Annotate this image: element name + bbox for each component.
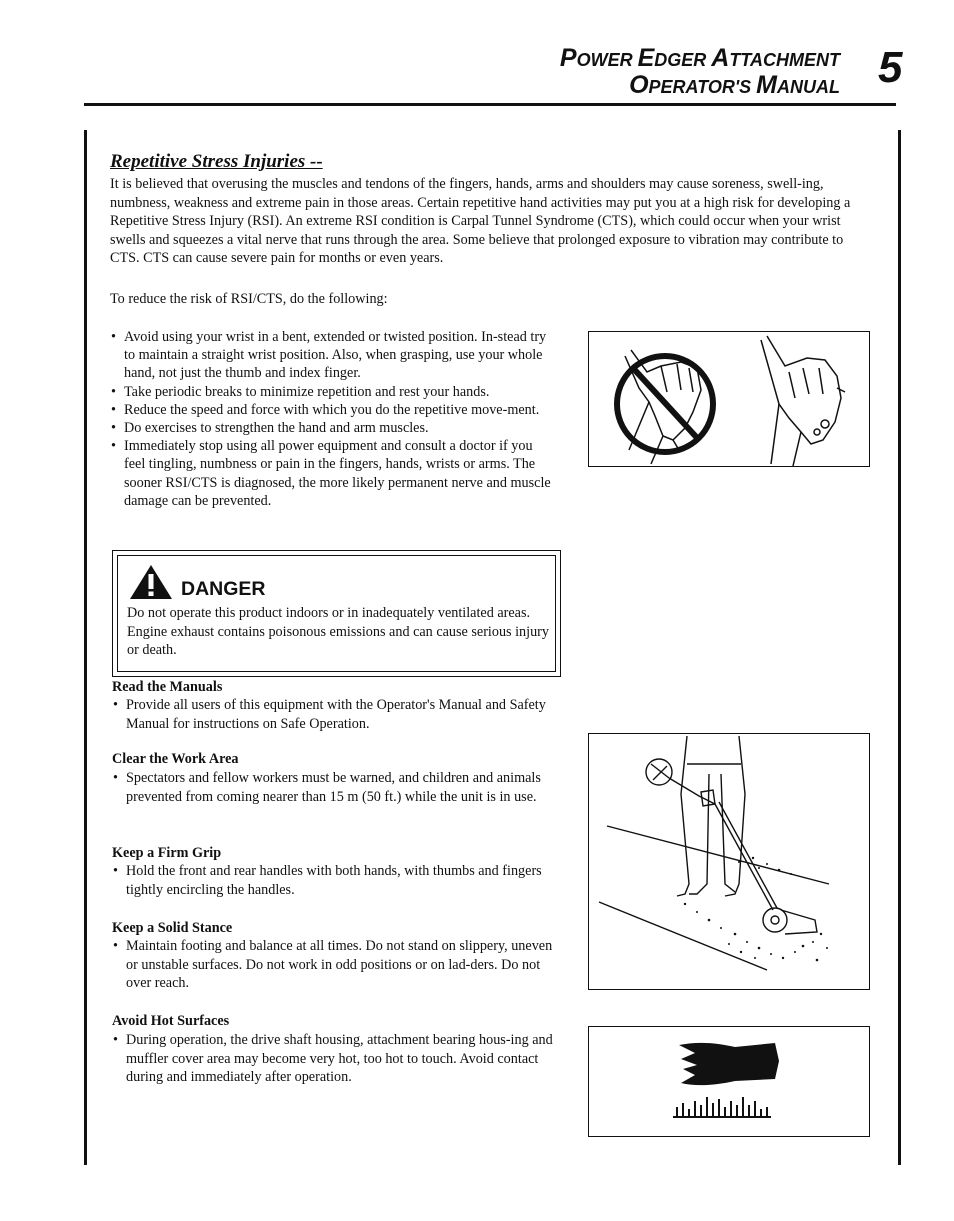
- solid-stance-list: [112, 937, 557, 993]
- rsi-section-title: Repetitive Stress Injuries --: [110, 151, 323, 172]
- danger-title: DANGER: [181, 578, 266, 600]
- rsi-bullet-list: [110, 328, 555, 510]
- firm-grip-list: [112, 862, 557, 899]
- solid-stance-heading: Keep a Solid Stance: [112, 920, 233, 936]
- left-margin-rule: [84, 130, 87, 1165]
- rsi-intro-paragraph: It is believed that overusing the muscles and tendons of the fingers, hands, arms and shoulders may cause soreness, swell-ing, numbness, weakness and extreme pain in those areas. Certain repetitive hand activities may put you at a high risk for developing a Repetitive Stress Injury (RSI). An extreme RSI condition is Carpal Tunnel Syndrome (CTS), which could occur when your wrist swells and squeezes a vital nerve that runs through the area. Some believe that prolonged exposure to vibration may contribute to CTS. CTS can cause severe pain for months or even years.: [110, 176, 851, 267]
- list-item: • Reduce the speed and force with which you do the repetitive move-ment.: [110, 401, 555, 419]
- wrist-position-figure: [588, 331, 870, 467]
- header-title-line1: POWER EDGER ATTACHMENT: [559, 44, 840, 72]
- clear-work-area-list: [112, 769, 557, 806]
- list-item: • During operation, the drive shaft housing, attachment bearing hous-ing and muffler cover area may become very hot, too hot to touch. Avoid contact during and immediately after operation.: [112, 1031, 557, 1087]
- list-item: • Take periodic breaks to minimize repetition and rest your hands.: [110, 383, 555, 401]
- list-item: • Do exercises to strengthen the hand and arm muscles.: [110, 419, 555, 437]
- danger-box: [112, 550, 561, 677]
- header-title-line2: OPERATOR'S MANUAL: [629, 71, 840, 99]
- operator-edging-icon: [589, 734, 869, 989]
- read-manuals-heading: Read the Manuals: [112, 679, 223, 695]
- hot-surface-hand-icon: [589, 1027, 869, 1136]
- list-item: • Spectators and fellow workers must be warned, and children and animals prevented from coming nearer than 15 m (50 ft.) while the unit is in use.: [112, 769, 557, 806]
- list-item: • Immediately stop using all power equipment and consult a doctor if you feel tingling, numbness or pain in the fingers, hands, wrists or arms. The sooner RSI/CTS is diagnosed, the more likely permanent nerve and muscle damage can be prevented.: [110, 437, 555, 510]
- hot-surfaces-list: [112, 1031, 557, 1087]
- edger-operation-figure: [588, 733, 870, 990]
- danger-text: Do not operate this product indoors or in inadequately ventilated areas. Engine exhaust contains poisonous emissions and can cause serious injury or death.: [127, 605, 550, 659]
- clear-work-area-heading: Clear the Work Area: [112, 751, 239, 767]
- list-item: • Hold the front and rear handles with both hands, with thumbs and fingers tightly encircling the handles.: [112, 862, 557, 899]
- list-item: • Avoid using your wrist in a bent, extended or twisted position. In-stead try to maintain a straight wrist position. Also, when grasping, use your whole hand, not just the thumb and index finger.: [110, 328, 555, 383]
- read-manuals-list: [112, 696, 557, 733]
- right-margin-rule: [898, 130, 901, 1165]
- header-rule: [84, 103, 896, 106]
- rsi-reduce-paragraph: To reduce the risk of RSI/CTS, do the following:: [110, 291, 388, 307]
- firm-grip-heading: Keep a Firm Grip: [112, 845, 222, 861]
- hot-surfaces-heading: Avoid Hot Surfaces: [112, 1013, 230, 1029]
- page-number: 5: [878, 43, 903, 92]
- danger-box-inner: [117, 555, 556, 672]
- list-item: • Maintain footing and balance at all times. Do not stand on slippery, uneven or unstable surfaces. Do not work in odd positions or on lad-ders. Do not over reach.: [112, 937, 557, 993]
- warning-triangle-icon: [128, 563, 174, 601]
- bent-wrist-prohibited-icon: [589, 332, 869, 466]
- hot-surface-figure: [588, 1026, 870, 1137]
- list-item: • Provide all users of this equipment with the Operator's Manual and Safety Manual for instructions on Safe Operation.: [112, 696, 557, 733]
